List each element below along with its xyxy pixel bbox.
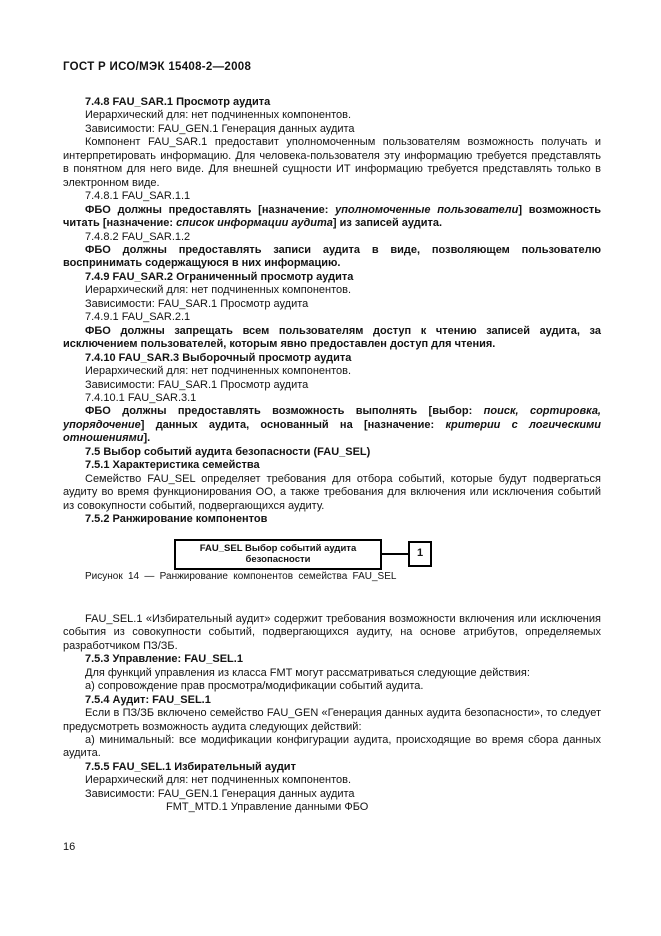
requirement-text: ФБО должны предоставлять [назначение: уполномоченные пользователи] возможность читать [назначение: список информации аудита] из записей аудита. <box>63 203 601 230</box>
paragraph: Иерархический для: нет подчиненных компонентов. <box>85 774 352 787</box>
paragraph: Зависимости: FAU_SAR.1 Просмотр аудита <box>85 378 309 391</box>
paragraph: Компонент FAU_SAR.1 предоставит уполномоченным пользователям возможность получать и интерпретировать информацию. Для человека-пользователя эту информацию требуется представлять в понятном для него виде. Для внешней сущности ИТ информацию требуется представлять только в электронном виде. <box>63 136 601 189</box>
paragraph: 7.4.8.2 FAU_SAR.1.2 <box>85 230 191 243</box>
paragraph: Иерархический для: нет подчиненных компонентов. <box>85 365 352 378</box>
paragraph: 7.4.10.1 FAU_SAR.3.1 <box>85 391 197 404</box>
figure-rank-box: 1 <box>408 541 432 567</box>
paragraph: 7.4.9.1 FAU_SAR.2.1 <box>85 311 191 324</box>
paragraph: Зависимости: FAU_SAR.1 Просмотр аудита <box>85 297 309 310</box>
page-number: 16 <box>63 841 76 853</box>
dependency-line: FMT_MTD.1 Управление данными ФБО <box>166 801 369 814</box>
paragraph: а) сопровождение прав просмотра/модификации событий аудита. <box>85 680 424 693</box>
content-blocks-top <box>63 96 601 527</box>
section-heading: 7.4.8 FAU_SAR.1 Просмотр аудита <box>85 96 271 108</box>
figure-diagram <box>34 539 572 570</box>
paragraph: Зависимости: FAU_GEN.1 Генерация данных аудита <box>85 787 355 800</box>
figure-connector-line <box>382 553 408 555</box>
section-heading: 7.4.9 FAU_SAR.2 Ограниченный просмотр аудита <box>85 270 354 283</box>
requirement-text: ФБО должны предоставлять записи аудита в виде, позволяющем пользователю воспринимать содержащуюся в них информацию. <box>63 243 601 270</box>
requirement-text: ФБО должны запрещать всем пользователям доступ к чтению записей аудита, за исключением пользователей, которым явно предоставлен доступ для чтения. <box>63 324 601 351</box>
section-heading: 7.5.1 Характеристика семейства <box>85 459 260 472</box>
paragraph: 7.4.8.1 FAU_SAR.1.1 <box>85 190 191 203</box>
paragraph: Иерархический для: нет подчиненных компонентов. <box>85 109 352 122</box>
paragraph: Если в ПЗ/ЗБ включено семейство FAU_GEN «Генерация данных аудита безопасности», то следует предусмотреть возможность аудита следующих действий: <box>63 707 601 733</box>
section-heading: 7.5.2 Ранжирование компонентов <box>85 513 268 526</box>
requirement-text: ФБО должны предоставлять возможность выполнять [выбор: поиск, сортировка, упорядочение] данных аудита, основанный на [назначение: критерии с логическими отношениями]. <box>63 405 601 445</box>
paragraph: а) минимальный: все модификации конфигурации аудита, происходящие во время сбора данных аудита. <box>63 734 601 760</box>
document-content <box>63 96 601 815</box>
figure-caption: Рисунок 14 — Ранжирование компонентов семейства FAU_SEL <box>85 570 397 582</box>
section-heading: 7.5.3 Управление: FAU_SEL.1 <box>85 653 243 666</box>
document-header: ГОСТ Р ИСО/МЭК 15408-2—2008 <box>63 61 252 73</box>
section-heading: 7.4.10 FAU_SAR.3 Выборочный просмотр аудита <box>85 351 352 364</box>
section-heading: 7.5 Выбор событий аудита безопасности (FAU_SEL) <box>85 445 371 458</box>
content-blocks-bottom <box>63 613 601 815</box>
figure-component-box: FAU_SEL Выбор событий аудита безопасности <box>174 539 382 570</box>
paragraph: Семейство FAU_SEL определяет требования для отбора событий, которые будут подвергаться аудиту во время функционирования ОО, а также требования для включения или исключения событий из совокупности событий, подвергающихся аудиту. <box>63 472 601 512</box>
paragraph: Для функций управления из класса FMT могут рассматриваться следующие действия: <box>85 666 530 679</box>
paragraph: Иерархический для: нет подчиненных компонентов. <box>85 284 352 297</box>
paragraph: Зависимости: FAU_GEN.1 Генерация данных аудита <box>85 122 355 135</box>
figure-area <box>63 539 601 583</box>
section-heading: 7.5.4 Аудит: FAU_SEL.1 <box>85 693 211 706</box>
section-heading: 7.5.5 FAU_SEL.1 Избирательный аудит <box>85 760 296 773</box>
paragraph: FAU_SEL.1 «Избирательный аудит» содержит требования возможности включения или исключения события из совокупности событий, подвергающихся аудиту, на основе атрибутов, определяемых разработчиком ПЗ/ЗБ. <box>63 612 601 652</box>
